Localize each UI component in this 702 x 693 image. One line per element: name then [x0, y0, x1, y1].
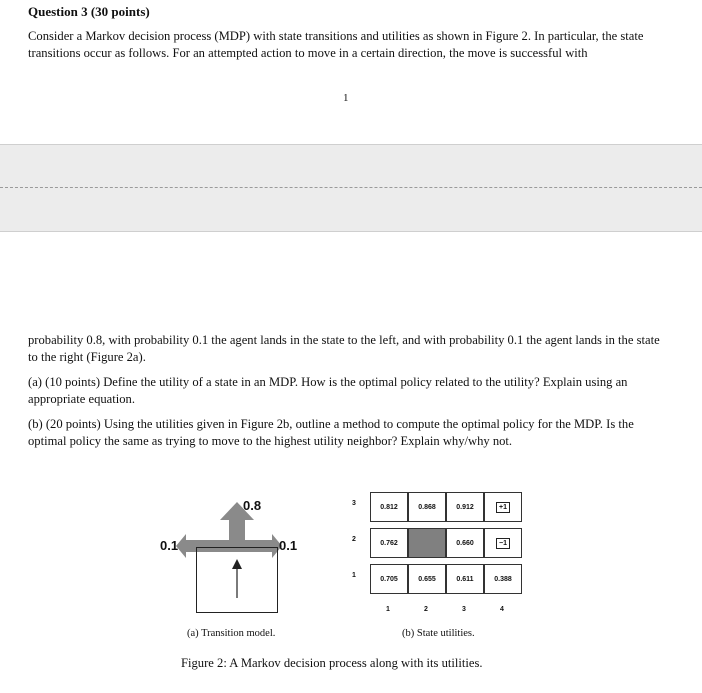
utility-cell: 0.705: [370, 564, 408, 594]
prob-forward-label: 0.8: [243, 498, 262, 513]
terminal-cell: [484, 492, 522, 522]
column-label: 1: [386, 606, 390, 613]
column-label: 4: [500, 606, 504, 613]
state-box: [196, 547, 278, 613]
column-label: 3: [462, 606, 466, 613]
row-label: 2: [352, 536, 356, 543]
prob-left-label: 0.1: [160, 538, 179, 553]
utility-cell: 0.660: [446, 528, 484, 558]
utility-cell: 0.912: [446, 492, 484, 522]
page-break-gap: [0, 144, 702, 232]
question-title: Question 3 (30 points): [28, 4, 150, 19]
utility-cell: 0.868: [408, 492, 446, 522]
terminal-plus-label: +1: [496, 502, 510, 513]
state-utilities-figure: [340, 490, 530, 620]
terminal-minus-label: −1: [496, 538, 510, 549]
page-number: 1: [343, 92, 349, 104]
utility-cell: 0.388: [484, 564, 522, 594]
prob-right-label: 0.1: [279, 538, 298, 553]
utility-cell: 0.655: [408, 564, 446, 594]
terminal-cell: [484, 528, 522, 558]
page-break-divider: [0, 187, 702, 188]
transition-model-figure: [150, 490, 320, 620]
part-a-text: (a) (10 points) Define the utility of a state in an MDP. How is the optimal policy related to the utility? Explain using an appropriate equation.: [28, 375, 628, 406]
utility-cell: 0.812: [370, 492, 408, 522]
wall-cell: [408, 528, 446, 558]
row-label: 1: [352, 572, 356, 579]
part-b-text: (b) (20 points) Using the utilities given in Figure 2b, outline a method to compute the optimal policy for the MDP. Is the optimal policy the same as trying to move to the highest utility neighbor? Explain why/why not.: [28, 417, 634, 448]
question-continuation: probability 0.8, with probability 0.1 the agent lands in the state to the left, and with probability 0.1 the agent lands in the state to the right (Figure 2a).: [28, 333, 660, 364]
figure-caption: Figure 2: A Markov decision process along with its utilities.: [181, 656, 483, 670]
utility-cell: 0.611: [446, 564, 484, 594]
subfigure-b-caption: (b) State utilities.: [402, 628, 475, 639]
row-label: 3: [352, 500, 356, 507]
column-label: 2: [424, 606, 428, 613]
subfigure-a-caption: (a) Transition model.: [187, 628, 276, 639]
utility-cell: 0.762: [370, 528, 408, 558]
question-intro: Consider a Markov decision process (MDP) with state transitions and utilities as shown in Figure 2. In particular, the state transitions occur as follows. For an attempted action to move in a certain direction, the move is successful with: [28, 29, 644, 60]
